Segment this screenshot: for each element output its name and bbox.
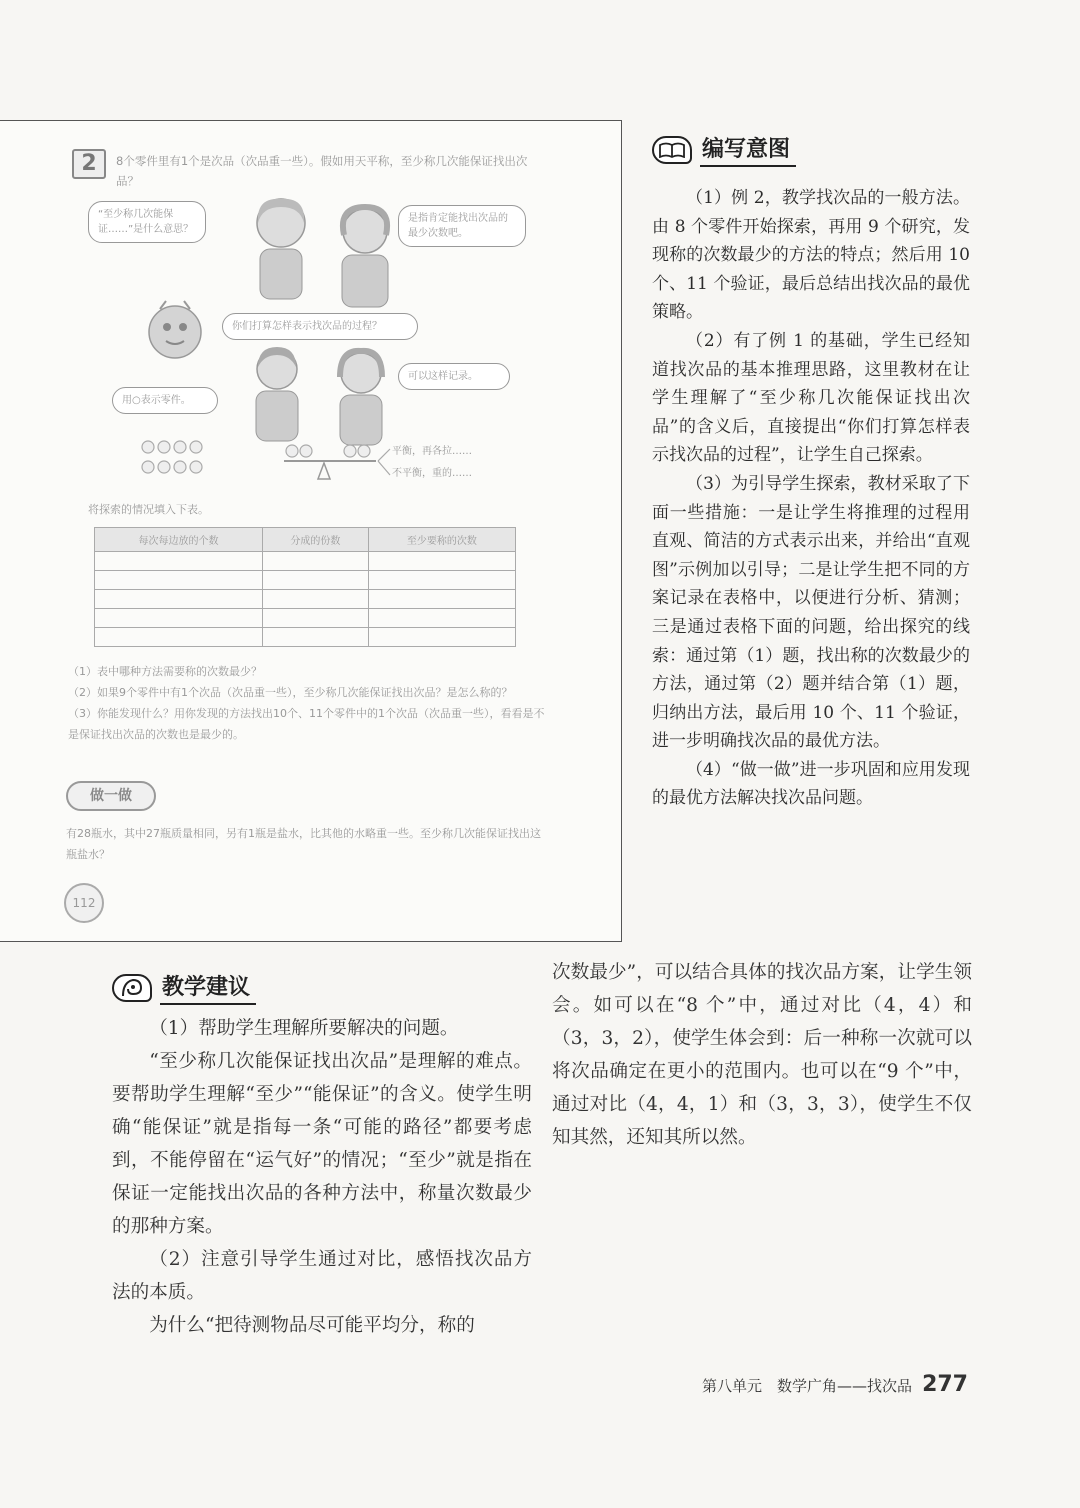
writing-intent-paragraph-1: （1）例 2，教学找次品的一般方法。由 8 个零件开始探索，再用 9 个研究，发现称的次数最少的方法的特点；然后用 10 个、11 个验证，最后总结出找次品的最优策略。 bbox=[652, 188, 970, 323]
girl-illustration-3 bbox=[326, 347, 396, 447]
table-header-cell: 至少要称的次数 bbox=[368, 528, 515, 552]
teaching-advice-continuation: 次数最少”，可以结合具体的找次品方案，让学生领会。如可以在“8 个”中，通过对比（4，4）和（3，3，2），使学生体会到：后一种称一次就可以将次品确定在更小的范围内。也可以在“9 个”中，通过对比（4，4，1）和（3，3，3），使学生不仅知其然，还知其所以然。 bbox=[552, 962, 972, 1148]
teaching-advice-paragraph-1: （1）帮助学生理解所要解决的问题。 bbox=[149, 1018, 459, 1039]
writing-intent-body bbox=[652, 184, 970, 813]
girl-illustration-2 bbox=[320, 201, 410, 311]
teaching-advice-title: 教学建议 bbox=[160, 970, 256, 1005]
table-row bbox=[95, 571, 516, 590]
open-book-icon bbox=[652, 136, 692, 164]
do-it-text: 有28瓶水，其中27瓶质量相同，另有1瓶是盐水，比其他的水略重一些。至少称几次能保证找出这瓶盐水？ bbox=[66, 827, 541, 861]
speech-bubble-3: 你们打算怎样表示找次品的过程？ bbox=[222, 313, 418, 340]
do-it-label: 做一做 bbox=[66, 781, 156, 811]
table-row bbox=[95, 609, 516, 628]
teaching-advice-right-column bbox=[552, 956, 972, 1154]
question-3: （3）你能发现什么？用你发现的方法找出10个、11个零件中的1个次品（次品重一些），看看是不是保证找出次品的次数也是最少的。 bbox=[68, 707, 545, 741]
writing-intent-heading bbox=[652, 132, 796, 167]
parts-circles bbox=[140, 439, 220, 479]
scale-unbalanced-label: 不平衡，重的…… bbox=[392, 468, 472, 479]
fill-table-instruction: 将探索的情况填入下表。 bbox=[88, 503, 209, 516]
question-number: 2 bbox=[72, 149, 106, 179]
mascot-illustration bbox=[140, 297, 210, 363]
question-1: （1）表中哪种方法需要称的次数最少？ bbox=[68, 665, 262, 678]
teaching-advice-paragraph-2: “至少称几次能保证找出次品”是理解的难点。要帮助学生理解“至少”“能保证”的含义。使学生明确“能保证”就是指每一条“可能的路径”都要考虑到，不能停留在“运气好”的情况；“至少”就是指在保证一定能找出次品的各种方法中，称量次数最少的那种方案。 bbox=[112, 1051, 532, 1237]
boy-illustration bbox=[242, 343, 312, 443]
teaching-advice-heading bbox=[112, 970, 256, 1005]
teaching-advice-left-column bbox=[112, 1012, 532, 1342]
table-row bbox=[95, 552, 516, 571]
table-row bbox=[95, 590, 516, 609]
speech-bubble-5: 可以这样记录。 bbox=[398, 363, 510, 390]
table-header-row bbox=[95, 528, 516, 552]
table-row bbox=[95, 628, 516, 647]
writing-intent-paragraph-4: （4）“做一做”进一步巩固和应用发现的最优方法解决找次品问题。 bbox=[652, 759, 970, 809]
question-text: 8个零件里有1个是次品（次品重一些）。假如用天平称，至少称几次能保证找出次品？ bbox=[116, 154, 528, 188]
speech-bubble-4: 用○表示零件。 bbox=[112, 387, 218, 414]
page-number: 277 bbox=[922, 1372, 968, 1397]
speech-bubble-1: “至少称几次能保证……”是什么意思？ bbox=[88, 201, 206, 243]
teaching-advice-paragraph-3: （2）注意引导学生通过对比，感悟找次品方法的本质。 bbox=[112, 1249, 532, 1303]
balance-scale-icon bbox=[280, 441, 400, 487]
table-header-cell: 每次每边放的个数 bbox=[95, 528, 263, 552]
page-footer bbox=[702, 1372, 968, 1397]
embedded-textbook-page bbox=[0, 120, 622, 942]
writing-intent-paragraph-2: （2）有了例 1 的基础，学生已经知道找次品的基本推理思路，这里教材在让学生理解了“至少称几次能保证找出次品”的含义后，直接提出“你们打算怎样表示找次品的过程”，让学生自己探索。 bbox=[652, 330, 970, 466]
girl-illustration-1 bbox=[236, 193, 326, 303]
teaching-advice-paragraph-4: 为什么“把待测物品尽可能平均分，称的 bbox=[149, 1315, 475, 1336]
scale-balanced-label: 平衡，再各拉…… bbox=[392, 446, 472, 457]
teacher-icon bbox=[112, 974, 152, 1002]
writing-intent-paragraph-3: （3）为引导学生探索，教材采取了下面一些措施：一是让学生将推理的过程用直观、简洁的方式表示出来，并给出“直观图”示例加以引导；二是让学生把不同的方案记录在表格中，以便进行分析、猜测；三是通过表格下面的问题，给出探究的线索：通过第（1）题，找出称的次数最少的方法，通过第（2）题并结合第（1）题，归纳出方法，最后用 10 个、11 个验证，进一步明确找次品的最优方法。 bbox=[652, 473, 970, 752]
question-2: （2）如果9个零件中有1个次品（次品重一些），至少称几次能保证找出次品？是怎么称的？ bbox=[68, 686, 513, 699]
embedded-page-number: 112 bbox=[64, 883, 104, 923]
unit-title: 第八单元 数学广角——找次品 bbox=[702, 1377, 913, 1395]
speech-bubble-2: 是指肯定能找出次品的最少次数吧。 bbox=[398, 205, 526, 247]
exploration-table bbox=[94, 527, 516, 647]
table-header-cell: 分成的份数 bbox=[262, 528, 368, 552]
exploration-questions bbox=[68, 661, 548, 745]
writing-intent-title: 编写意图 bbox=[700, 132, 796, 167]
